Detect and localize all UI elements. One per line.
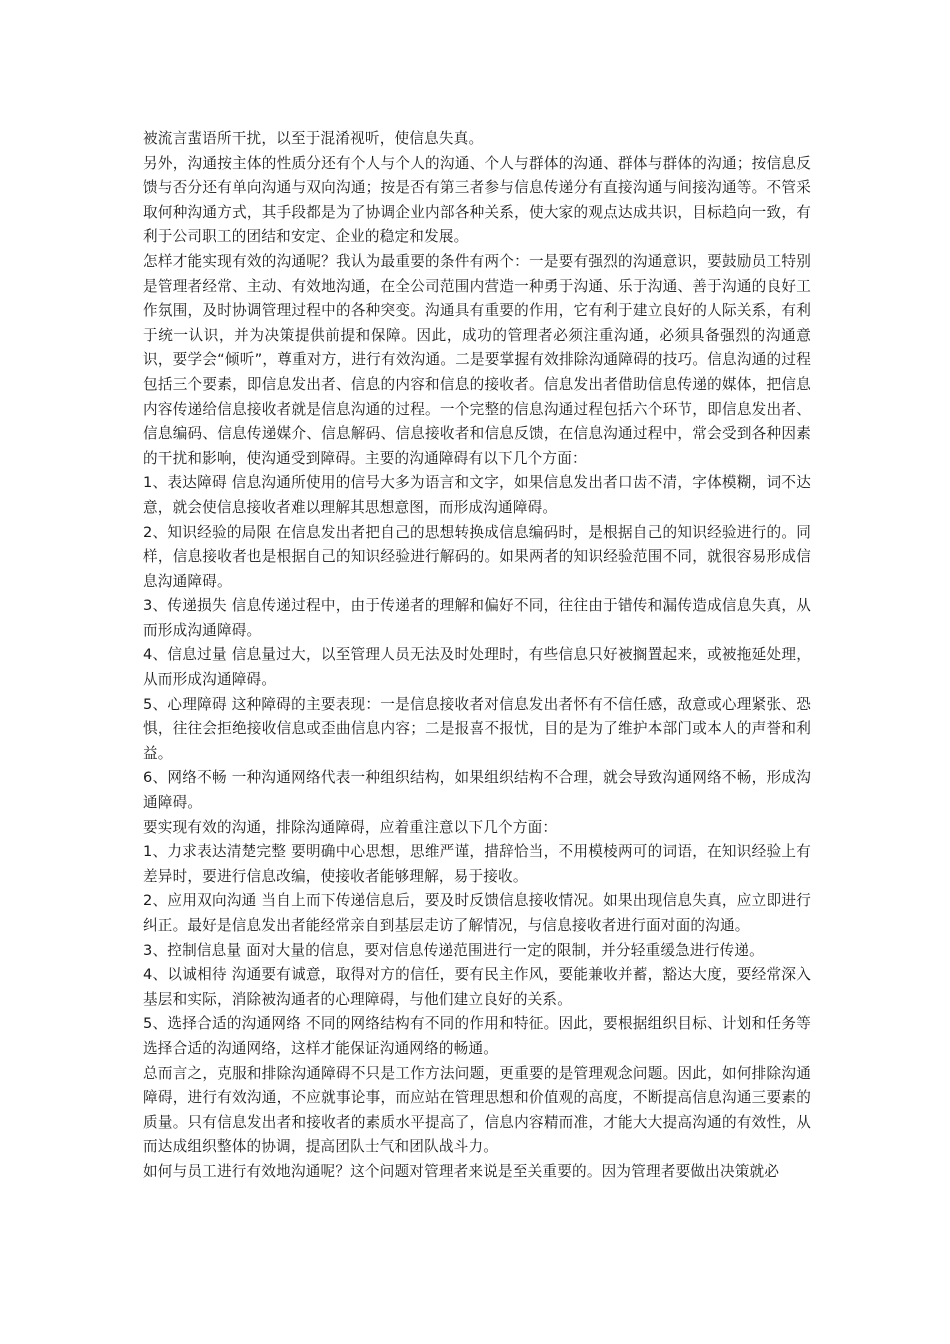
paragraph: 2、应用双向沟通 当自上而下传递信息后，要及时反馈信息接收情况。如果出现信息失真，应立即进行纠正。最好是信息发出者能经常亲自到基层走访了解情况，与信息接收者进行面对面的沟通。: [143, 892, 811, 934]
paragraph: 被流言蜚语所干扰，以至于混淆视听，使信息失真。: [143, 130, 484, 147]
paragraph: 5、选择合适的沟通网络 不同的网络结构有不同的作用和特征。因此，要根据组织目标、计划和任务等选择合适的沟通网络，这样才能保证沟通网络的畅通。: [143, 1015, 811, 1057]
document-page: [143, 127, 811, 1185]
paragraph: 另外，沟通按主体的性质分还有个人与个人的沟通、个人与群体的沟通、群体与群体的沟通；按信息反馈与否分还有单向沟通与双向沟通；按是否有第三者参与信息传递分有直接沟通与间接沟通等。不管采取何种沟通方式，其手段都是为了协调企业内部各种关系，使大家的观点达成共识，目标趋向一致，有利于公司职工的团结和安定、企业的稳定和发展。: [143, 154, 811, 246]
paragraph: 3、控制信息量 面对大量的信息，要对信息传递范围进行一定的限制，并分轻重缓急进行传递。: [143, 941, 764, 959]
paragraph: 4、信息过量 信息量过大，以至管理人员无法及时处理时，有些信息只好被搁置起来，或被拖延处理，从而形成沟通障碍。: [143, 646, 811, 689]
paragraph: 如何与员工进行有效地沟通呢？这个问题对管理者来说是至关重要的。因为管理者要做出决策就必: [143, 1162, 780, 1180]
paragraph: 3、传递损失 信息传递过程中，由于传递者的理解和偏好不同，往往由于错传和漏传造成信息失真，从而形成沟通障碍。: [143, 597, 811, 639]
paragraph: 1、力求表达清楚完整 要明确中心思想，思维严谨，措辞恰当，不用模棱两可的词语，在知识经验上有差异时，要进行信息改编，使接收者能够理解，易于接收。: [143, 843, 811, 885]
paragraph: 2、知识经验的局限 在信息发出者把自己的思想转换成信息编码时，是根据自己的知识经验进行的。同样，信息接收者也是根据自己的知识经验进行解码的。如果两者的知识经验范围不同，就很容易形成信息沟通障碍。: [143, 523, 811, 590]
paragraph: 要实现有效的沟通，排除沟通障碍，应着重注意以下几个方面：: [143, 818, 558, 836]
paragraph: 6、网络不畅 一种沟通网络代表一种组织结构，如果组织结构不合理，就会导致沟通网络不畅，形成沟通障碍。: [143, 769, 811, 812]
paragraph: 怎样才能实现有效的沟通呢？我认为最重要的条件有两个：一是要有强烈的沟通意识，要鼓励员工特别是管理者经常、主动、有效地沟通，在全公司范围内营造一种勇于沟通、乐于沟通、善于沟通的良好工作氛围，及时协调管理过程中的各种突变。沟通具有重要的作用，它有利于建立良好的人际关系，有利于统一认识，并为决策提供前提和保障。因此，成功的管理者必须注重沟通，必须具备强烈的沟通意识，要学会“倾听”，尊重对方，进行有效沟通。二是要掌握有效排除沟通障碍的技巧。信息沟通的过程包括三个要素，即信息发出者、信息的内容和信息的接收者。信息发出者借助信息传递的媒体，把信息内容传递给信息接收者就是信息沟通的过程。一个完整的信息沟通过程包括六个环节，即信息发出者、信息编码、信息传递媒介、信息解码、信息接收者和信息反馈，在信息沟通过程中，常会受到各种因素的干扰和影响，使沟通受到障碍。主要的沟通障碍有以下几个方面：: [143, 252, 811, 467]
paragraph: 5、心理障碍 这种障碍的主要表现：一是信息接收者对信息发出者怀有不信任感，敌意或心理紧张、恐惧，往往会拒绝接收信息或歪曲信息内容；二是报喜不报忧，目的是为了维护本部门或本人的声誉和利益。: [143, 695, 811, 762]
paragraph: 1、表达障碍 信息沟通所使用的信号大多为语言和文字，如果信息发出者口齿不清，字体模糊，词不达意，就会使信息接收者难以理解其思想意图，而形成沟通障碍。: [143, 474, 811, 516]
paragraph: 总而言之，克服和排除沟通障碍不只是工作方法问题，更重要的是管理观念问题。因此，如何排除沟通障碍，进行有效沟通，不应就事论事，而应站在管理思想和价值观的高度，不断提高信息沟通三要素的质量。只有信息发出者和接收者的素质水平提高了，信息内容精而准，才能大大提高沟通的有效性，从而达成组织整体的协调，提高团队士气和团队战斗力。: [143, 1064, 811, 1156]
paragraph: 4、以诚相待 沟通要有诚意，取得对方的信任，要有民主作风，要能兼收并蓄，豁达大度，要经常深入基层和实际，消除被沟通者的心理障碍，与他们建立良好的关系。: [143, 966, 811, 1008]
